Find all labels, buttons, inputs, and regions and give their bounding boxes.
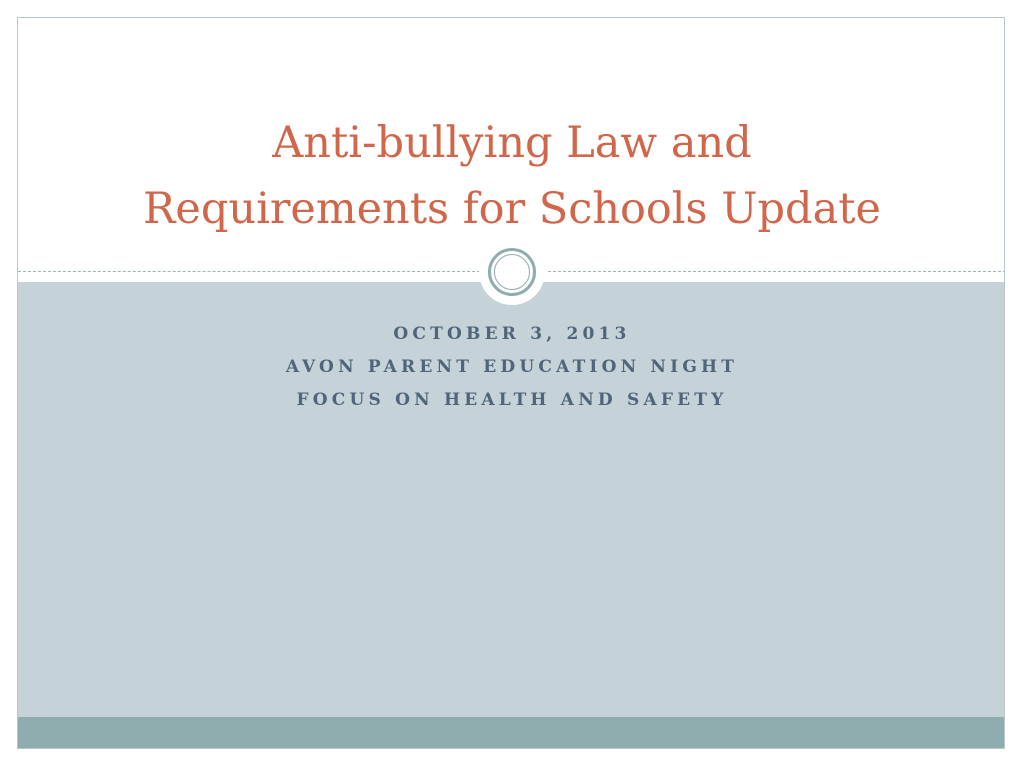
title-slide — [17, 17, 1005, 749]
divider-line-left — [18, 271, 480, 272]
footer-band — [18, 717, 1004, 749]
divider-circle-inner — [494, 254, 530, 290]
slide-subtitle — [58, 318, 966, 417]
slide-title — [48, 110, 976, 242]
slide-title-line-1: Anti-bullying Law and — [272, 118, 752, 168]
subtitle-focus: FOCUS ON HEALTH AND SAFETY — [296, 390, 728, 410]
subtitle-date: OCTOBER 3, 2013 — [393, 324, 631, 344]
divider-line-right — [548, 271, 1005, 272]
subtitle-event: AVON PARENT EDUCATION NIGHT — [285, 357, 739, 377]
slide-title-line-2: Requirements for Schools Update — [143, 184, 881, 234]
